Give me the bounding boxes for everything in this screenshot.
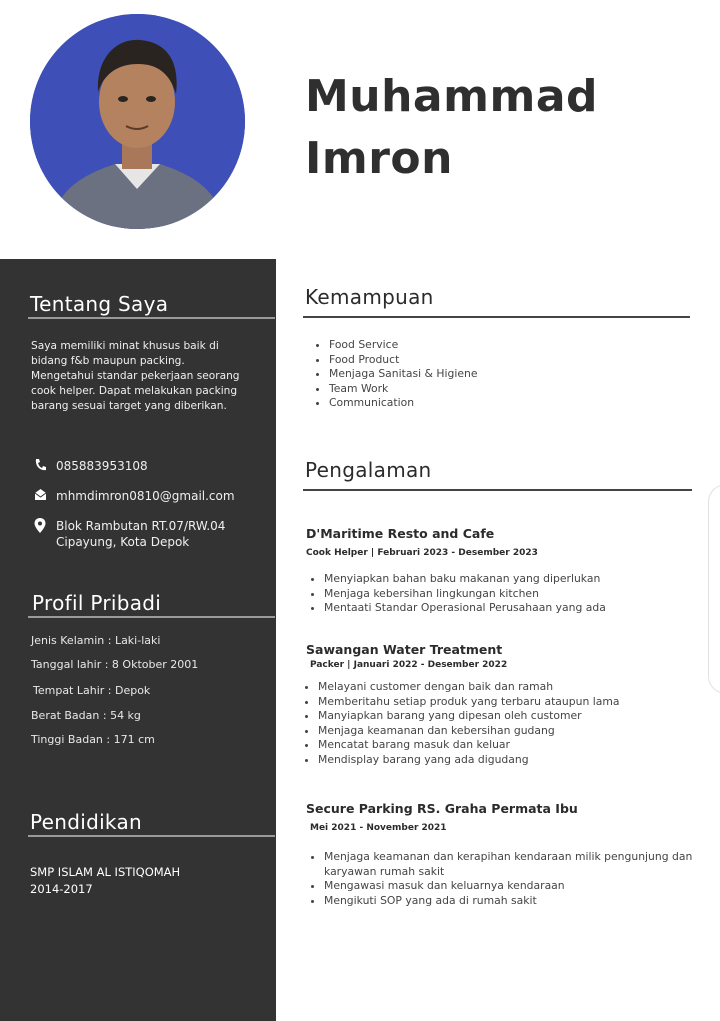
job-duties-1 <box>324 572 606 616</box>
duty-item: • Menyiapkan bahan baku makanan yang diperlukan <box>324 572 606 587</box>
full-name <box>305 66 705 190</box>
name-first: Muhammad <box>305 71 599 122</box>
phone-icon <box>34 458 56 474</box>
skill-item: • Communication <box>329 396 478 411</box>
mail-icon <box>34 488 56 504</box>
skill-item: • Menjaga Sanitasi & Higiene <box>329 367 478 382</box>
address-line-2: Cipayung, Kota Depok <box>56 535 190 549</box>
duty-item: • Mentaati Standar Operasional Perusahaan yang ada <box>324 601 606 616</box>
education-divider <box>28 835 275 837</box>
profile-photo <box>30 14 245 229</box>
profile-birthdate: Tanggal lahir : 8 Oktober 2001 <box>31 658 199 671</box>
profile-heading: Profil Pribadi <box>32 591 162 615</box>
duty-item: • Mendisplay barang yang ada digudang <box>318 753 620 768</box>
job-meta-3: Mei 2021 - November 2021 <box>310 823 447 833</box>
education-entry <box>30 864 180 898</box>
skills-list <box>329 338 478 411</box>
profile-height: Tinggi Badan : 171 cm <box>31 733 155 746</box>
duty-item: • Mengawasi masuk dan keluarnya kendaraan <box>324 879 694 894</box>
profile-birthplace: Tempat Lahir : Depok <box>33 684 151 697</box>
email-address[interactable]: mhmdimron0810@gmail.com <box>56 489 235 503</box>
duty-item: • Menjaga kebersihan lingkungan kitchen <box>324 587 606 602</box>
skills-heading: Kemampuan <box>305 285 434 309</box>
job-title-1: D'Maritime Resto and Cafe <box>306 526 495 541</box>
profile-divider <box>28 616 275 618</box>
phone-number[interactable]: 085883953108 <box>56 459 148 473</box>
skill-item: • Team Work <box>329 382 478 397</box>
school-name: SMP ISLAM AL ISTIQOMAH <box>30 865 181 879</box>
duty-item: • Melayani customer dengan baik dan ramah <box>318 680 620 695</box>
education-heading: Pendidikan <box>30 810 142 834</box>
phone-row <box>34 458 148 474</box>
experience-heading: Pengalaman <box>305 458 432 482</box>
about-heading: Tentang Saya <box>30 292 169 316</box>
duty-item: • Manyiapkan barang yang dipesan oleh customer <box>318 709 620 724</box>
job-duties-2 <box>318 680 620 767</box>
skill-item: • Food Product <box>329 353 478 368</box>
address-row <box>34 518 225 550</box>
duty-item: • Mencatat barang masuk dan keluar <box>318 738 620 753</box>
job-meta-2: Packer | Januari 2022 - Desember 2022 <box>310 660 508 670</box>
profile-weight: Berat Badan : 54 kg <box>31 709 141 722</box>
email-row <box>34 488 235 504</box>
job-title-2: Sawangan Water Treatment <box>306 642 503 657</box>
job-title-3: Secure Parking RS. Graha Permata Ibu <box>306 801 578 816</box>
experience-divider <box>303 489 692 491</box>
duty-item: • Menjaga keamanan dan kerapihan kendaraan milik pengunjung dan karyawan rumah sakit <box>324 850 694 879</box>
address-line-1: Blok Rambutan RT.07/RW.04 <box>56 519 226 533</box>
duty-item: • Mengikuti SOP yang ada di rumah sakit <box>324 894 694 909</box>
skill-item: • Food Service <box>329 338 478 353</box>
name-last: Imron <box>305 133 453 184</box>
school-years: 2014-2017 <box>30 882 93 896</box>
job-duties-3 <box>324 850 694 908</box>
skills-divider <box>303 316 690 318</box>
job-meta-1: Cook Helper | Februari 2023 - Desember 2023 <box>306 548 538 558</box>
person-photo-illustration <box>30 14 245 229</box>
profile-gender: Jenis Kelamin : Laki-laki <box>31 634 161 647</box>
address <box>56 518 225 550</box>
about-text: Saya memiliki minat khusus baik di bidang f&b maupun packing. Mengetahui standar pekerjaan seorang cook helper. Dapat melakukan packing barang sesuai target yang diberikan. <box>31 340 240 412</box>
location-pin-icon <box>34 518 56 550</box>
about-divider <box>28 317 275 319</box>
page-edge-decoration <box>708 484 720 694</box>
duty-item: • Menjaga keamanan dan kebersihan gudang <box>318 724 620 739</box>
duty-item: • Memberitahu setiap produk yang terbaru ataupun lama <box>318 695 620 710</box>
